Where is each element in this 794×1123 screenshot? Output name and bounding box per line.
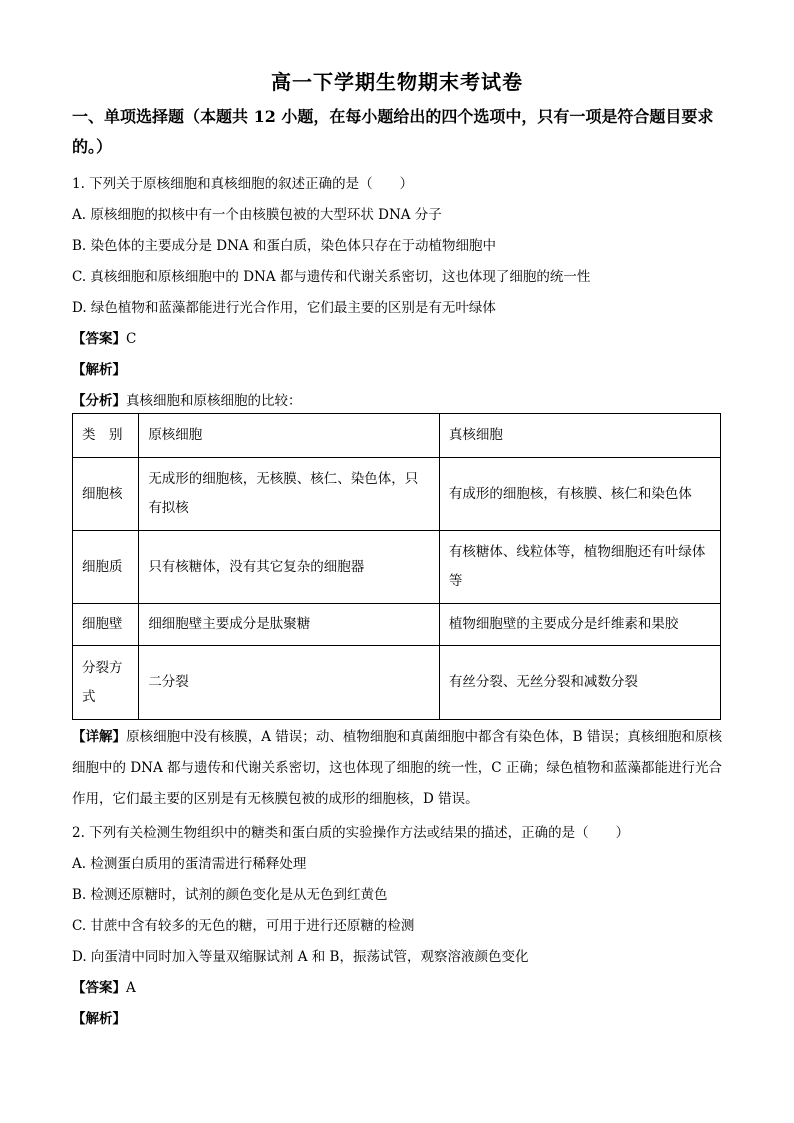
table-row [73, 458, 721, 531]
q1-option-c: C. 真核细胞和原核细胞中的 DNA 都与遗传和代谢关系密切，这也体现了细胞的统一性 [72, 269, 591, 285]
table-cell: 植物细胞壁的主要成分是纤维素和果胶 [439, 604, 720, 646]
table-cell: 细胞质 [73, 531, 139, 604]
question-1-stem: 1. 下列关于原核细胞和真核细胞的叙述正确的是（ ） [72, 176, 414, 192]
table-cell: 分裂方式 [73, 646, 139, 720]
table-row [73, 646, 721, 720]
table-header-row [73, 414, 721, 458]
detail-tag: 【详解】 [72, 729, 127, 745]
answer-value: C [126, 331, 137, 347]
jiexi-tag: 【解析】 [72, 362, 126, 378]
analysis-tag: 【分析】 [72, 393, 126, 409]
table-cell: 无成形的细胞核，无核膜、核仁、染色体，只有拟核 [139, 458, 440, 531]
table-cell: 细胞壁 [73, 604, 139, 646]
q1-option-b: B. 染色体的主要成分是 DNA 和蛋白质，染色体只存在于动植物细胞中 [72, 238, 496, 254]
section-heading: 一、单项选择题（本题共 12 小题，在每小题给出的四个选项中，只有一项是符合题目要求的。） [72, 107, 714, 156]
q1-answer [72, 327, 136, 347]
answer-tag: 【答案】 [72, 331, 126, 347]
q1-analysis [72, 389, 302, 409]
answer-tag: 【答案】 [72, 980, 126, 996]
question-2-stem: 2. 下列有关检测生物组织中的糖类和蛋白质的实验操作方法或结果的描述，正确的是（ ） [72, 825, 630, 841]
q2-answer [72, 976, 136, 996]
q2-option-a: A. 检测蛋白质用的蛋清需进行稀释处理 [72, 856, 307, 872]
table-cell: 只有核糖体，没有其它复杂的细胞器 [139, 531, 440, 604]
q2-option-c: C. 甘蔗中含有较多的无色的糖，可用于进行还原糖的检测 [72, 918, 415, 934]
table-header-cell: 原核细胞 [139, 414, 440, 458]
page-title: 高一下学期生物期末考试卷 [271, 70, 523, 94]
q1-detail [72, 722, 722, 815]
table-header-cell: 类 别 [73, 414, 139, 458]
table-cell: 有核糖体、线粒体等，植物细胞还有叶绿体等 [439, 531, 720, 604]
table-cell: 有丝分裂、无丝分裂和减数分裂 [439, 646, 720, 720]
q1-option-d: D. 绿色植物和蓝藻都能进行光合作用，它们最主要的区别是有无叶绿体 [72, 300, 496, 316]
table-cell: 有成形的细胞核，有核膜、核仁和染色体 [439, 458, 720, 531]
table-cell: 细胞核 [73, 458, 139, 531]
table-header-cell: 真核细胞 [439, 414, 720, 458]
q2-option-d: D. 向蛋清中同时加入等量双缩脲试剂 A 和 B，振荡试管，观察溶液颜色变化 [72, 949, 529, 965]
comparison-table [72, 413, 721, 720]
table-row [73, 604, 721, 646]
q2-option-b: B. 检测还原糖时，试剂的颜色变化是从无色到红黄色 [72, 887, 388, 903]
answer-value: A [126, 980, 136, 996]
q2-jiexi [72, 1007, 126, 1027]
table-cell: 二分裂 [139, 646, 440, 720]
q1-option-a: A. 原核细胞的拟核中有一个由核膜包被的大型环状 DNA 分子 [72, 207, 442, 223]
table-row [73, 531, 721, 604]
q1-jiexi [72, 358, 126, 378]
jiexi-tag: 【解析】 [72, 1011, 126, 1027]
analysis-text: 真核细胞和原核细胞的比较： [126, 393, 302, 409]
table-cell: 细细胞壁主要成分是肽聚糖 [139, 604, 440, 646]
detail-text: 原核细胞中没有核膜，A 错误；动、植物细胞和真菌细胞中都含有染色体，B 错误；真核细胞和原核细胞中的 DNA 都与遗传和代谢关系密切，这也体现了细胞的统一性，C 正确；绿色植物和蓝藻都能进行光合作用，它们最主要的区别是有无核膜包被的成形的细胞核，D 错误。 [72, 729, 722, 807]
